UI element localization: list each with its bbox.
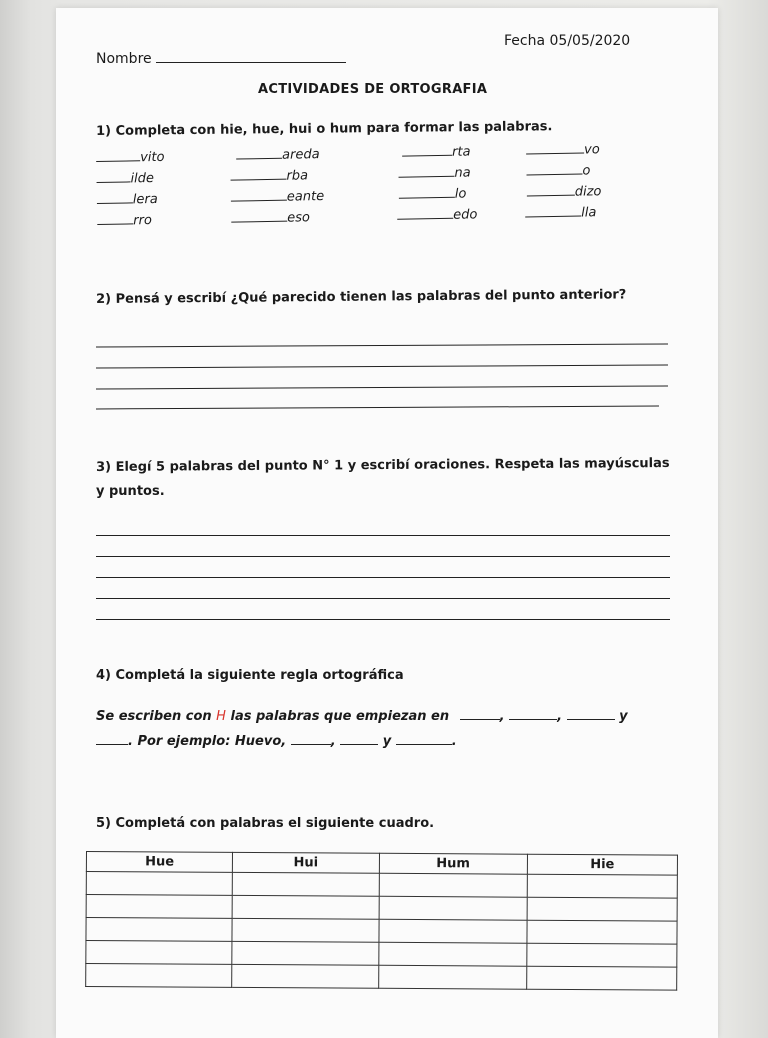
rule-blank[interactable] [340, 733, 378, 745]
question-1-prompt: 1) Completa con hie, hue, hui o hum para formar las palabras. [96, 119, 553, 139]
answer-line[interactable] [96, 577, 670, 578]
answer-line[interactable] [96, 556, 670, 557]
answer-line[interactable] [96, 386, 668, 390]
table-row [86, 964, 677, 991]
table-header-hie: Hie [527, 854, 677, 875]
page-title: ACTIVIDADES DE ORTOGRAFIA [258, 82, 488, 97]
table-cell[interactable] [379, 896, 527, 920]
table-cell[interactable] [86, 895, 232, 919]
word-blank-item[interactable]: o [526, 162, 590, 179]
rule-blank[interactable] [96, 733, 128, 745]
question-5-prompt: 5) Completá con palabras el siguiente cuadro. [96, 816, 435, 831]
table-cell[interactable] [378, 942, 526, 966]
table-cell[interactable] [527, 897, 677, 921]
word-blank-item[interactable]: vito [96, 149, 165, 166]
question-2-prompt: 2) Pensá y escribí ¿Qué parecido tienen las palabras del punto anterior? [96, 287, 627, 307]
table-header-hui: Hui [233, 852, 379, 873]
question-3-prompt-cont: y puntos. [96, 484, 165, 499]
rule-blank[interactable] [567, 708, 615, 720]
table-cell[interactable] [232, 941, 378, 965]
table-cell[interactable] [232, 918, 378, 942]
table-cell[interactable] [86, 918, 232, 942]
question-1-word-grid [96, 141, 617, 240]
table-cell[interactable] [527, 874, 677, 898]
answer-line[interactable] [96, 365, 668, 369]
rule-sentence-line2: . Por ejemplo: Huevo, , y . [96, 733, 457, 749]
rule-blank[interactable] [396, 733, 452, 745]
rule-blank[interactable] [291, 733, 331, 745]
word-blank-item[interactable]: rba [230, 167, 308, 184]
name-blank[interactable] [156, 62, 346, 63]
name-field [96, 51, 346, 67]
table-cell[interactable] [86, 941, 232, 965]
answer-line[interactable] [96, 344, 668, 348]
question-4-prompt: 4) Completá la siguiente regla ortográfica [96, 668, 404, 683]
rule-blank[interactable] [509, 708, 557, 720]
word-blank-item[interactable]: na [398, 164, 470, 181]
rule-sentence-line1: Se escriben con H las palabras que empiezan en , , y [96, 709, 628, 724]
table-cell[interactable] [232, 964, 378, 988]
word-blank-item[interactable]: lera [97, 191, 158, 208]
answer-line[interactable] [96, 619, 670, 620]
word-blank-item[interactable]: edo [397, 206, 477, 223]
word-blank-item[interactable]: areda [236, 146, 320, 163]
table-cell[interactable] [86, 964, 232, 988]
table-cell[interactable] [232, 872, 378, 896]
table-header-hue: Hue [86, 852, 232, 873]
date-label: Fecha 05/05/2020 [504, 33, 631, 49]
word-blank-item[interactable]: lla [525, 204, 596, 221]
h-letter: H [216, 709, 226, 724]
answer-line[interactable] [96, 535, 670, 536]
table-cell[interactable] [527, 943, 677, 967]
word-blank-item[interactable]: lo [399, 186, 467, 203]
word-blank-item[interactable]: rro [97, 212, 152, 229]
worksheet-page [56, 8, 718, 1038]
word-blank-item[interactable]: rta [402, 143, 471, 160]
word-blank-item[interactable]: vo [526, 141, 600, 158]
word-blank-item[interactable]: eso [231, 209, 310, 226]
table-cell[interactable] [86, 872, 232, 896]
table-cell[interactable] [378, 965, 526, 989]
table-cell[interactable] [379, 873, 527, 897]
answer-line[interactable] [96, 406, 659, 410]
name-label: Nombre [96, 51, 152, 67]
table-cell[interactable] [378, 919, 526, 943]
word-blank-item[interactable]: dizo [527, 183, 602, 200]
rule-blank[interactable] [460, 708, 500, 720]
word-blank-item[interactable]: ilde [96, 170, 154, 187]
table-header-hum: Hum [379, 853, 527, 874]
table-cell[interactable] [526, 966, 676, 990]
answer-line[interactable] [96, 598, 670, 599]
word-table [85, 851, 678, 991]
question-3-prompt: 3) Elegí 5 palabras del punto N° 1 y escribí oraciones. Respeta las mayúsculas [96, 455, 670, 475]
table-cell[interactable] [232, 895, 378, 919]
table-cell[interactable] [527, 920, 677, 944]
word-blank-item[interactable]: eante [231, 188, 325, 206]
